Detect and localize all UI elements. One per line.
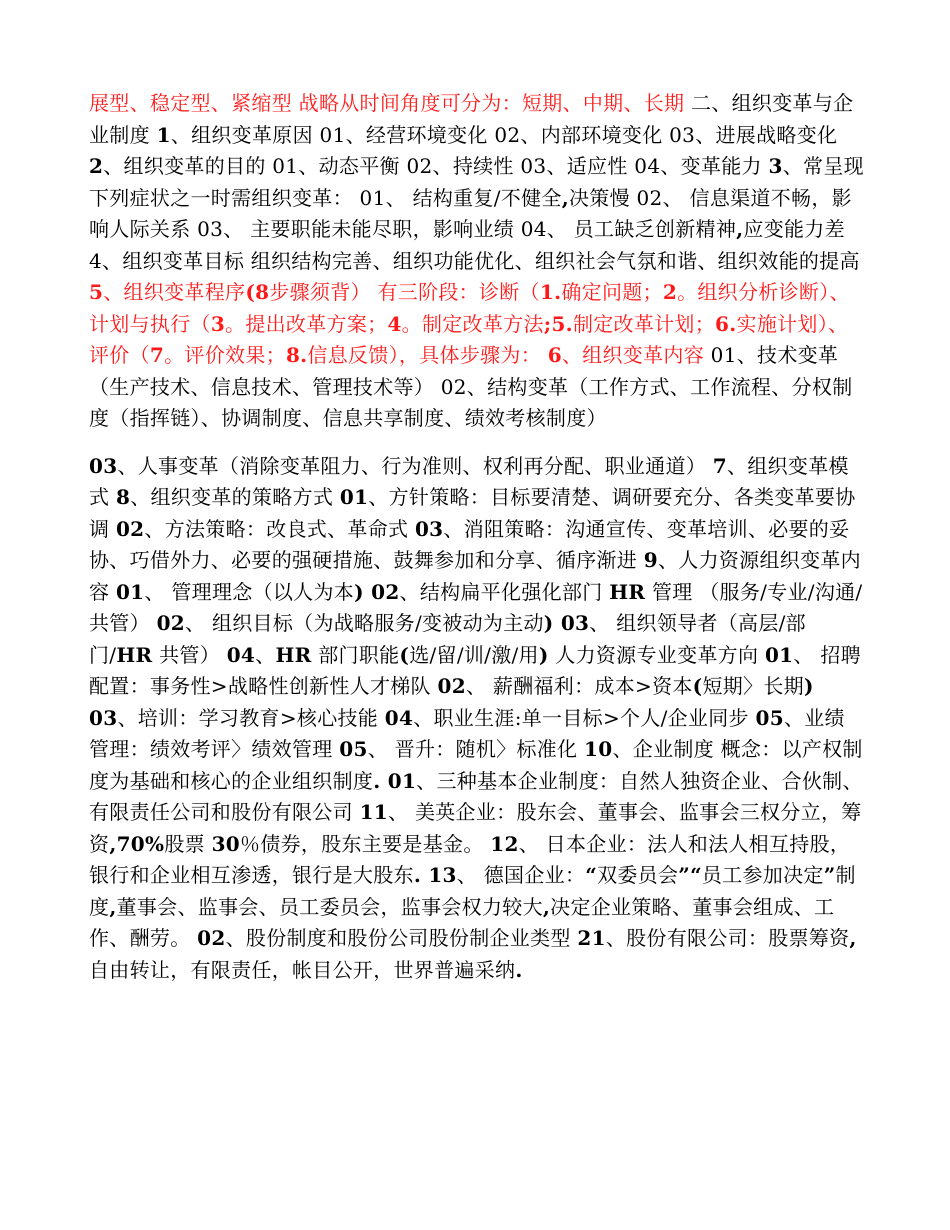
text-run: ) 03 <box>89 674 814 730</box>
text-run: 7 <box>712 453 728 478</box>
text-run: 1 <box>156 122 171 147</box>
text-run: 、 招聘配置：事务性>战略性创新性人才梯队 <box>89 642 861 698</box>
text-run: , <box>849 926 857 950</box>
text-run: 、股份制度和股份公司股份制企业类型 <box>225 926 578 950</box>
text-run: 展型、稳定型、紧缩型 战略从时间角度可分为：短期、中期、长期 <box>89 91 685 115</box>
text-run: 3 <box>210 311 226 336</box>
text-run: ％债券，股东主要是基金。 <box>240 831 491 856</box>
text-run: 8 <box>115 485 131 509</box>
text-run: ( <box>399 642 410 667</box>
text-run: 应变能力差 4、组织变革目标 组织结构完善、组织功能优化、组织社会气氛和谐、组织效能的提高 <box>89 217 860 273</box>
text-run: 、 <box>255 642 276 667</box>
text-run: 。提出改革方案； <box>225 311 388 336</box>
text-run: (8 <box>245 280 270 304</box>
text-run: 、方针策略：目标要清楚、调研要充分、各类变革要协调 <box>89 485 856 541</box>
text-run: 01 <box>764 642 794 667</box>
text-run: 2 <box>662 280 678 304</box>
text-run: 30 <box>211 831 241 856</box>
text-run: 8. <box>285 343 308 367</box>
text-run: 02 <box>115 516 145 541</box>
text-run: 员工参加决定 <box>701 863 824 887</box>
text-run: . 13 <box>413 863 457 887</box>
text-run: 股票 <box>164 831 212 856</box>
text-run: 4 <box>387 311 402 336</box>
text-run: 部门职能 <box>311 642 400 667</box>
text-run: ”“ <box>678 863 702 887</box>
text-run: 、企业制度 概念：以产权制度为基础和核心的企业组织制度 <box>89 737 863 793</box>
text-run: ;5. <box>543 311 573 336</box>
text-run: 二、组织变革与企业制度 <box>89 91 854 147</box>
text-run: 、 薪酬福利：成本>资本 <box>465 674 693 698</box>
text-run: 03 <box>89 453 118 478</box>
text-run: 。评价效果； <box>164 343 286 367</box>
text-run: 选/留/训/激/用 <box>409 642 539 667</box>
text-run: 信息反馈），具体步骤为： <box>307 343 548 367</box>
text-run: 短期〉长期 <box>702 674 804 698</box>
text-run: 、组织变革的目的 01、动态平衡 02、持续性 03、适应性 04、变革能力 <box>103 154 769 178</box>
text-run: 、组织变革程序 <box>103 280 246 304</box>
text-run: HR <box>116 642 153 667</box>
text-run: 、人力资源组织变革内容 <box>89 548 861 604</box>
text-run: 、组织变革模式 <box>89 453 849 509</box>
text-run: 双委员会 <box>597 863 679 887</box>
text-run: 、培训：学习教育>核心技能 <box>117 705 385 730</box>
text-run: 05 <box>339 737 368 761</box>
text-run: 、业绩管理：绩效考评〉绩效管理 <box>89 705 845 761</box>
text-run: 04 <box>226 642 256 667</box>
text-run: 、三种基本企业制度：自然人独资企业、合伙制、有限责任公司和股份有限公司 <box>89 768 863 824</box>
text-run: 决定企业策略、董事会组成、工作、酬劳。 <box>89 894 835 950</box>
text-run: 6. <box>715 311 737 336</box>
text-run: 、 晋升：随机〉标准化 <box>367 737 585 761</box>
text-run: 自由转让，有限责任，帐目公开，世界普遍采纳 <box>89 957 516 982</box>
text-run: ” <box>823 863 836 887</box>
text-run: HR <box>275 642 312 667</box>
text-run: 2 <box>89 154 104 178</box>
text-run: 、 管理理念（以人为本 <box>144 579 355 604</box>
text-run: 02 <box>197 926 226 950</box>
text-run: 、 组织目标（为战略服务/变被动为主动 <box>185 611 544 635</box>
text-run: 、 德国企业： <box>456 863 586 887</box>
text-run: HR <box>609 579 646 604</box>
text-run: ) 02 <box>354 579 400 604</box>
text-run: 、消阻策略：沟通宣传、变革培训、必要的妥协、巧借外力、必要的强硬措施、鼓舞参加和分享、循序渐进 <box>89 516 850 572</box>
text-run: 、 日本企业：法人和法人相互持股，银行和企业相互渗透，银行是大股东 <box>89 831 851 887</box>
text-run: . 01 <box>373 768 417 793</box>
text-run: 管理 （服务/专业/沟通/共管） <box>89 579 863 635</box>
text-run: , <box>109 894 117 919</box>
text-run: 决策慢 02、 信息渠道不畅，影响人际关系 03、 主要职能未能尽职，影响业绩 04、 员工缺乏创新精神 <box>89 185 852 241</box>
text-run: 、组织变革原因 01、经营环境变化 02、内部环境变化 03、进展战略变化 <box>170 122 838 147</box>
text-run: 02 <box>156 611 185 635</box>
text-run: ) <box>538 642 549 667</box>
text-run: 、股份有限公司：股票筹资 <box>605 926 850 950</box>
text-run: 、结构扁平化强化部门 <box>399 579 610 604</box>
text-run: ) 03 <box>543 611 590 635</box>
text-run: 7 <box>149 343 165 367</box>
text-run: ,70% <box>109 831 165 856</box>
text-run: 03 <box>414 516 444 541</box>
text-run: 步骤须背） 有三阶段：诊断（ <box>269 280 540 304</box>
text-run: . <box>515 957 523 982</box>
text-run: 5 <box>89 280 104 304</box>
text-run: 、职业生涯:单一目标>个人/企业同步 <box>413 705 756 730</box>
text-run: 。组织分析诊断）、计划与执行（ <box>89 280 850 336</box>
text-run: 01 <box>115 579 145 604</box>
text-run: 。制定改革方法 <box>401 311 544 336</box>
text-run: 制定改革计划； <box>572 311 716 336</box>
text-run: 02 <box>437 674 466 698</box>
text-run: 、 美英企业：股东会、董事会、监事会三权分立，筹资 <box>89 800 862 856</box>
text-run: 制度 <box>89 863 856 919</box>
paragraph-2 <box>89 451 864 987</box>
text-run: 、组织变革内容 <box>561 343 705 367</box>
text-run: “ <box>585 863 598 887</box>
text-run: 1. <box>539 280 562 304</box>
text-run: , <box>736 217 744 241</box>
text-run: 12 <box>490 831 519 856</box>
paragraph-1 <box>89 88 864 435</box>
text-run: 11 <box>359 800 388 824</box>
text-run: 、 组织领导者（高层/部门/ <box>89 611 806 667</box>
text-run: 、组织变革的策略方式 <box>130 485 340 509</box>
text-run: , <box>542 894 551 919</box>
text-run: 、常呈现下列症状之一时需组织变革： 01、 结构重复/不健全 <box>89 154 864 210</box>
text-run: 04 <box>384 705 414 730</box>
text-run: 共管） <box>152 642 227 667</box>
text-run: 3 <box>768 154 783 178</box>
text-run: , <box>561 185 569 210</box>
text-run: 、人事变革（消除变革阻力、行为准则、权利再分配、职业通道） <box>117 453 713 478</box>
text-run: 董事会、监事会、员工委员会，监事会权力较大 <box>116 894 543 919</box>
text-run: 确定问题； <box>561 280 663 304</box>
text-run: 9 <box>643 548 658 572</box>
text-run: 人力资源专业变革方向 <box>548 642 765 667</box>
text-run: 、方法策略：改良式、革命式 <box>144 516 415 541</box>
text-run: 21 <box>577 926 606 950</box>
text-run: 01、技术变革（生产技术、信息技术、管理技术等） 02、结构变革（工作方式、工作流程、分权制度（指挥链）、协调制度、信息共享制度、绩效考核制度） <box>89 343 853 430</box>
text-run: 10 <box>584 737 613 761</box>
text-run: 01 <box>339 485 369 509</box>
document-page <box>89 88 864 986</box>
text-run: 实施计划）、评价（ <box>89 311 849 367</box>
text-run: 6 <box>547 343 562 367</box>
text-run: ( <box>692 674 703 698</box>
text-run: 05 <box>755 705 784 730</box>
